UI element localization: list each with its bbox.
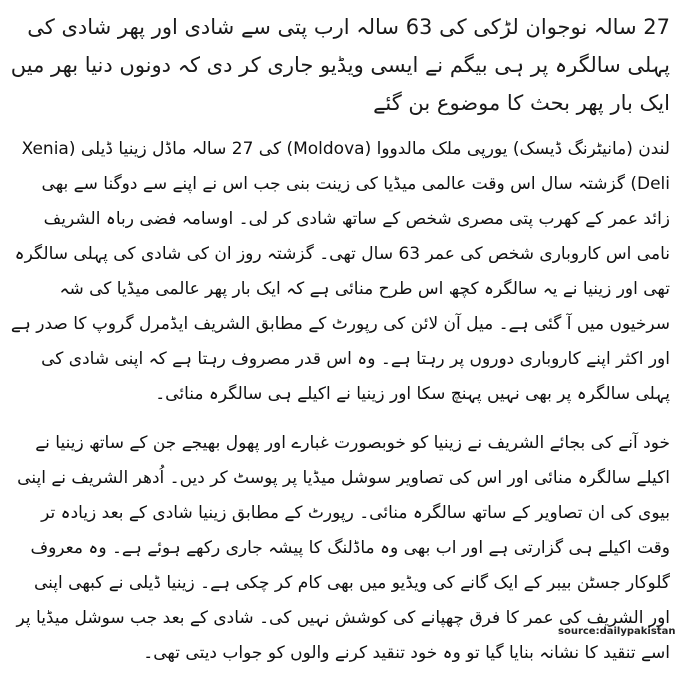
article	[10, 8, 670, 685]
article-paragraph-1: لندن (مانیٹرنگ ڈیسک) یورپی ملک مالدووا (Moldova) کی 27 سالہ ماڈل زینیا ڈیلی (Xenia Deli) گزشتہ سال اس وقت عالمی میڈیا کی زینت بنی جب اس نے اپنے سے دوگنا سے بھی زائد عمر کے کھرب پتی مصری شخص کے ساتھ شادی کر لی۔ اوسامہ فضی رباہ الشریف نامی اس کاروباری شخص کی عمر 63 سال تھی۔ گزشتہ روز ان کی شادی کی پہلی سالگرہ تھی اور زینیا نے یہ سالگرہ کچھ اس طرح منائی ہے کہ ایک بار پھر عالمی میڈیا کی شہ سرخیوں میں آ گئی ہے۔ میل آن لائن کی رپورٹ کے مطابق الشریف ایڈمرل گروپ کا صدر ہے اور اکثر اپنے کاروباری دوروں پر رہتا ہے۔ وہ اس قدر مصروف رہتا ہے کہ اپنی شادی کی پہلی سالگرہ پر بھی نہیں پہنچ سکا اور زینیا نے اکیلے ہی سالگرہ منائی۔	[10, 139, 670, 404]
article-headline: 27 سالہ نوجوان لڑکی کی 63 سالہ ارب پتی سے شادی اور پھر شادی کی پہلی سالگرہ پر ہی بیگم نے ایسی ویڈیو جاری کر دی کہ دونوں دنیا بھر میں ایک بار پھر بحث کا موضوع بن گئے	[10, 15, 670, 115]
source-credit: source:dailypakistan	[558, 626, 676, 637]
article-paragraph-2: خود آنے کی بجائے الشریف نے زینیا کو خوبصورت غبارے اور پھول بھیجے جن کے ساتھ زینیا نے اکیلے سالگرہ منائی اور اس کی تصاویر سوشل میڈیا پر پوسٹ کر دیں۔ اُدھر الشریف نے اپنی بیوی کی ان تصاویر کے ساتھ سالگرہ منائی۔ رپورٹ کے مطابق زینیا شادی کے بعد زیادہ تر وقت اکیلے ہی گزارتی ہے اور اب بھی وہ ماڈلنگ کا پیشہ جاری رکھے ہوئے ہے۔ وہ معروف گلوکار جسٹن بیبر کے ایک گانے کی ویڈیو میں بھی کام کر چکی ہے۔ زینیا ڈیلی نے کبھی اپنی اور الشریف کی عمر کا فرق چھپانے کی کوشش نہیں کی۔ شادی کے بعد جب سوشل میڈیا پر اسے تنقید کا نشانہ بنایا گیا تو وہ خود تنقید کرنے والوں کو جواب دیتی تھی۔	[16, 433, 670, 663]
